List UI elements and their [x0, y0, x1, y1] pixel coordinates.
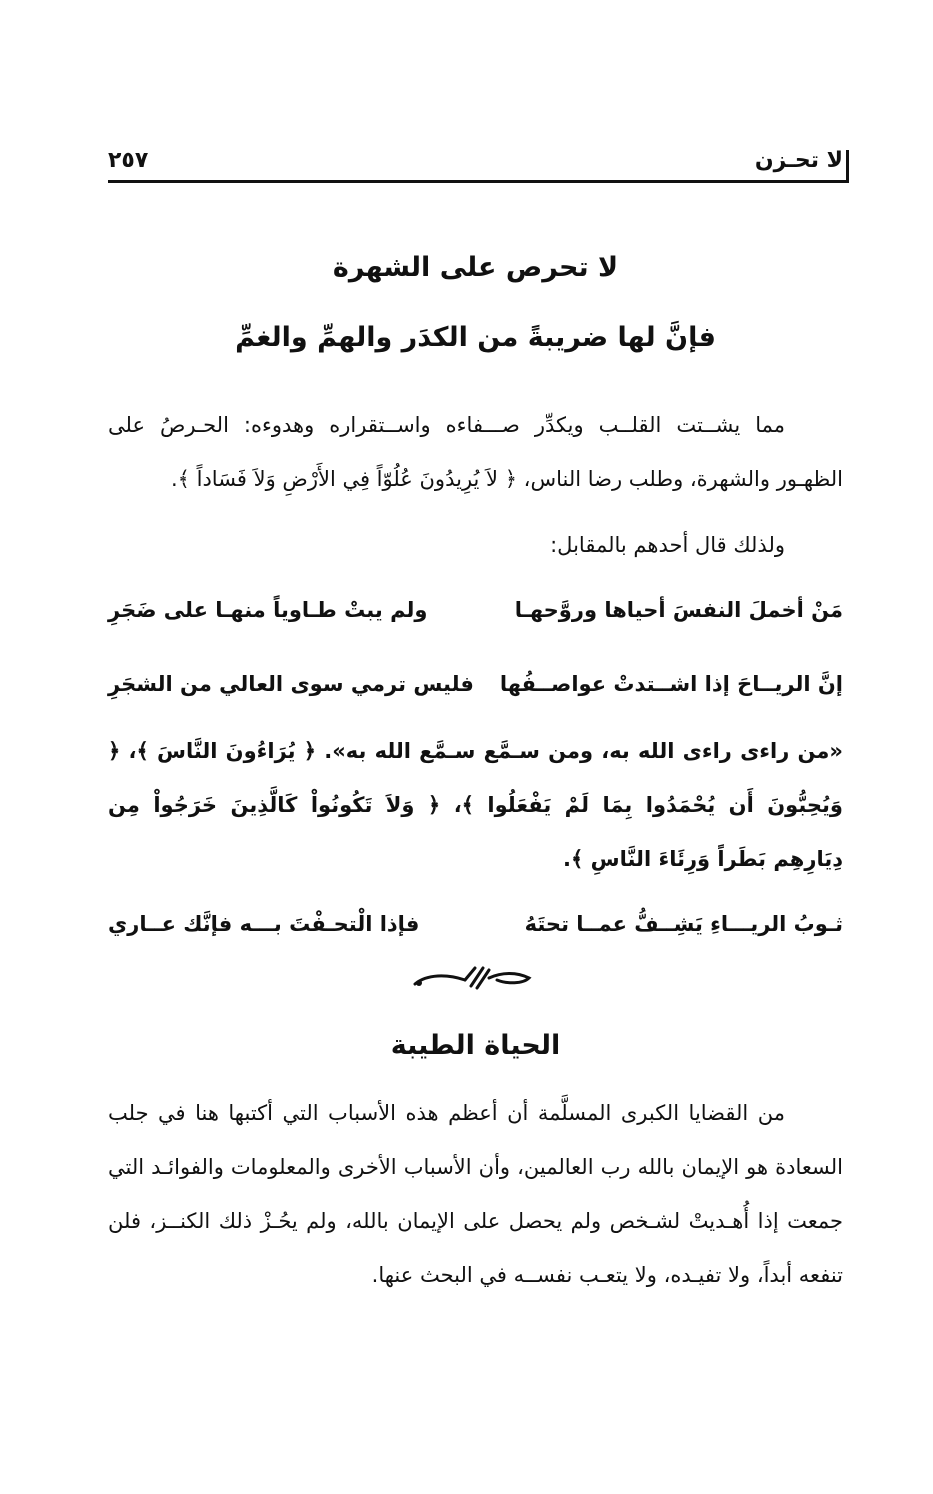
verse-3-second-hemistich: فإذا الْتحـفْتَ بـــه فإنَّك عــاري: [108, 912, 420, 936]
header-rule-corner: [846, 150, 849, 183]
section2-paragraph: من القضايا الكبرى المسلَّمة أن أعظم هذه الأسباب التي أكتبها هنا في جلب السعادة هو الإيمان بالله رب العالمين، وأن الأسباب الأخرى والمعلومات والفوائـد التي جمعت إذا أُهـديتْ لشـخص ولم يحصل على الإيمان بالله، ولم يحُـزْ ذلك الكنــز، فلن تنفعه أبداً، ولا تفيـده، ولا يتعـب نفســه في البحث عنها.: [108, 1101, 843, 1287]
verse-3-first-hemistich: ثـوبُ الريـــاءِ يَشِــفُّ عمــا تحتَهُ: [524, 912, 843, 936]
paragraph-2: ولذلك قال أحدهم بالمقابل:: [550, 533, 785, 557]
page-number: ٢٥٧: [108, 148, 149, 173]
header-rule: [108, 180, 849, 183]
section-title-line2: فإنَّ لها ضريبةً من الكدَر والهمِّ والغمِّ: [235, 322, 716, 353]
section-title-line1: لا تحرص على الشهرة: [332, 252, 619, 283]
verse-1: [108, 590, 843, 630]
verse-2: [108, 664, 843, 704]
paragraph-1: مما يشــتت القلــب ويكدِّر صـــفاءه واســتقراره وهدوءه: الحـرصُ على الظهـور والشهرة، وطلب رضا الناس، ﴿ لاَ يُرِيدُونَ عُلُوّاً فِي الأَرْضِ وَلاَ فَسَاداً ﴾.: [108, 413, 843, 491]
section2-title: الحياة الطيبة: [390, 1030, 561, 1061]
running-title: لا تحـزن: [754, 148, 843, 173]
running-header: [108, 146, 843, 176]
verse-1-first-hemistich: مَنْ أخملَ النفسَ أحياها وروَّحهـا: [514, 598, 843, 622]
paragraph-3: «من راءى راءى الله به، ومن سـمَّع سـمَّع الله به». ﴿ يُرَاءُونَ النَّاسَ ﴾، ﴿ وَيُحِبُّونَ أَن يُحْمَدُوا بِمَا لَمْ يَفْعَلُوا ﴾، ﴿ وَلاَ تَكُونُواْ كَالَّذِينَ خَرَجُواْ مِن دِيَارِهِم بَطَراً وَرِئَاءَ النَّاسِ ﴾.: [108, 739, 843, 871]
ornament-divider: [407, 958, 537, 998]
verse-3: [108, 904, 843, 944]
verse-2-first-hemistich: إنَّ الريــاحَ إذا اشــتدتْ عواصــفُها: [499, 672, 843, 696]
verse-1-second-hemistich: ولم يبتْ طـاوياً منهـا على ضَجَرِ: [108, 598, 428, 622]
verse-2-second-hemistich: فليس ترمي سوى العالي من الشجَرِ: [108, 672, 474, 696]
